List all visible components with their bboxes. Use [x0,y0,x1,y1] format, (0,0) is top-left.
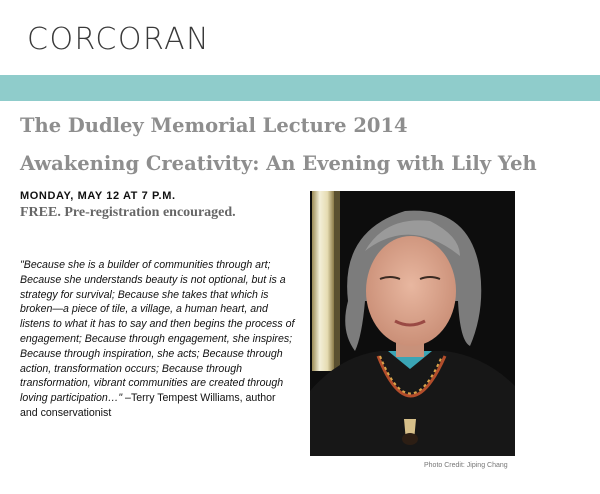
event-title: Awakening Creativity: An Evening with Lily Yeh [20,152,537,175]
photo-credit: Photo Credit: Jiping Chang [424,462,508,469]
header-band [0,75,600,101]
quote-text: "Because she is a builder of communities through art; Because she understands beauty is not optional, but is a strategy for survival; Because she takes that which is broken—a piece of tile, a village, a human heart, and listens to what it has to say and then begins the process of engagement; Because through engagement, she inspires; Because through inspiration, she acts; Because through action, transformation occurs; Because through transformation, vibrant communities are created through loving participation…" [20,259,295,405]
event-date: MONDAY, MAY 12 AT 7 P.M. [20,190,176,202]
series-title: The Dudley Memorial Lecture 2014 [20,114,408,137]
price-note: FREE. Pre-registration encouraged. [20,205,236,220]
portrait-illustration [310,191,515,456]
brand-logo[interactable]: CORCORAN [27,22,211,57]
quote-block [20,258,295,421]
quote-attribution: –Terry Tempest Williams, author and conservationist [20,392,276,419]
portrait-photo [310,191,515,456]
